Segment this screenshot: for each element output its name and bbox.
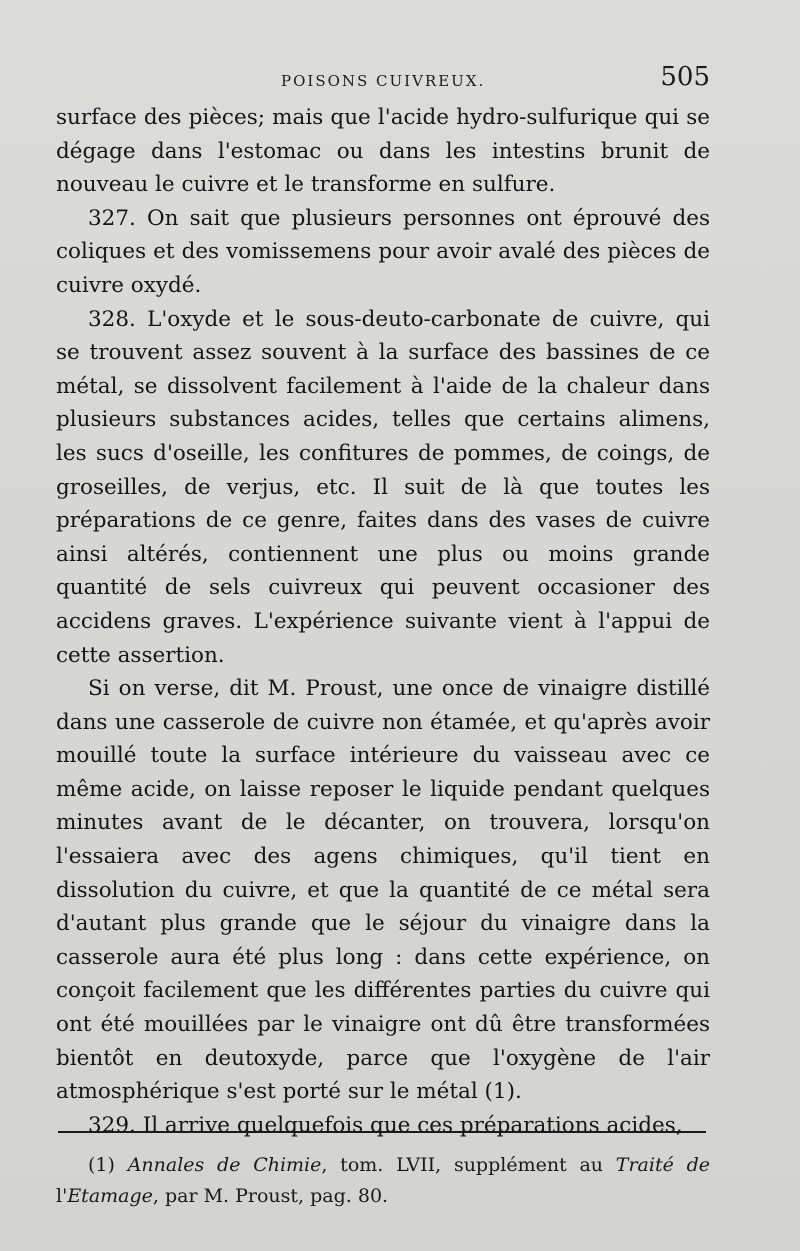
paragraph-329: 329. Il arrive quelquefois que ces préparations acides,: [88, 1112, 683, 1138]
paragraph-continuation: surface des pièces; mais que l'acide hydro-sulfurique qui se dégage dans l'estomac ou dans les intestins brunit de nouveau le cuivre et le transforme en sulfure.: [56, 105, 710, 198]
footnote-article: l': [56, 1185, 68, 1207]
page-header: [56, 62, 710, 102]
page-number: 505: [660, 62, 710, 92]
footnote-author: , par M. Proust, pag. 80.: [152, 1185, 389, 1207]
footnote: [56, 1150, 710, 1212]
running-head: POISONS CUIVREUX.: [281, 72, 486, 90]
footnote-volume: , tom. LVII, supplément au: [321, 1154, 604, 1176]
paragraph-327: 327. On sait que plusieurs personnes ont éprouvé des coliques et des vomissemens pour avoir avalé des pièces de cuivre oxydé.: [56, 205, 710, 298]
paragraph-328: 328. L'oxyde et le sous-deuto-carbonate de cuivre, qui se trouvent assez souvent à la surface des bassines de ce métal, se dissolvent facilement à l'aide de la chaleur dans plusieurs substances acides, telles que certains alimens, les sucs d'oseille, les confitures de pommes, de coings, de groseilles, de verjus, etc. Il suit de là que toutes les préparations de ce genre, faites dans des vases de cuivre ainsi altérés, contiennent une plus ou moins grande quantité de sels cuivreux qui peuvent occasioner des accidens graves. L'expérience suivante vient à l'appui de cette assertion.: [56, 306, 710, 668]
footnote-marker: (1): [88, 1154, 115, 1176]
paragraph-proust-experiment: Si on verse, dit M. Proust, une once de vinaigre distillé dans une casserole de cuivre non étamée, et qu'après avoir mouillé toute la surface intérieure du vaisseau avec ce même acide, on laisse reposer le liquide pendant quelques minutes avant de le décanter, on trouvera, lorsqu'on l'essaiera avec des agens chimiques, qu'il tient en dissolution du cuivre, et que la quantité de ce métal sera d'autant plus grande que le séjour du vinaigre dans la casserole aura été plus long : dans cette expérience, on conçoit facilement que les différentes parties du cuivre qui ont été mouillées par le vinaigre ont dû être transformées bientôt en deutoxyde, parce que l'oxygène de l'air atmosphérique s'est porté sur le métal (1).: [56, 676, 710, 1105]
footnote-treatise-a: Traité de: [615, 1154, 710, 1176]
main-text: [56, 101, 710, 1142]
footnote-treatise-b: Etamage: [67, 1185, 153, 1207]
footnote-divider: [58, 1131, 706, 1133]
footnote-journal: Annales de Chimie: [127, 1154, 322, 1176]
